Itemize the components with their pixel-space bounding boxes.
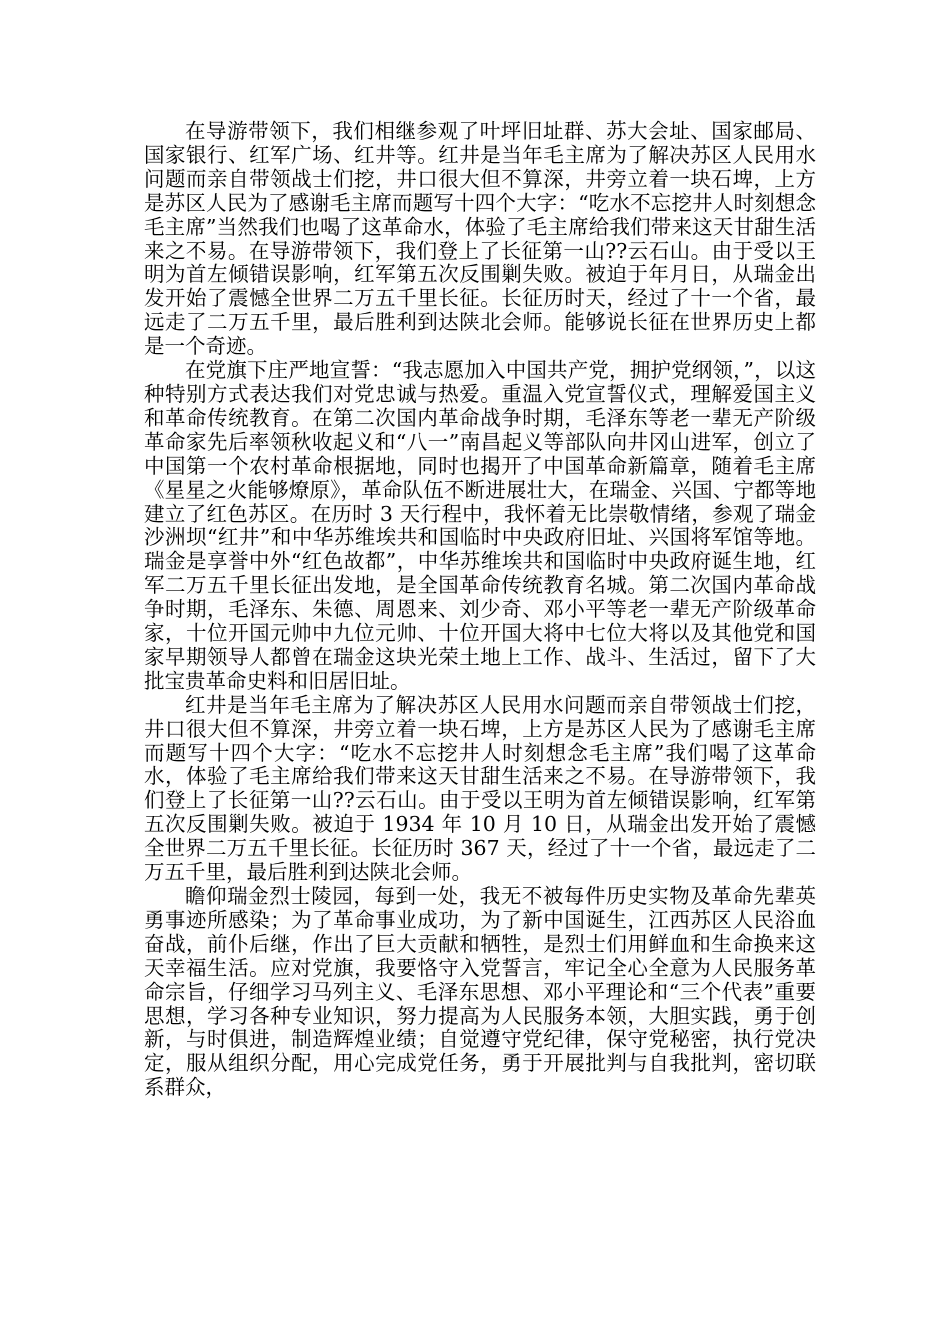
document-body (144, 120, 816, 1100)
paragraph: 在导游带领下，我们相继参观了叶坪旧址群、苏大会址、国家邮局、国家银行、红军广场、红井等。红井是当年毛主席为了解决苏区人民用水问题而亲自带领战士们挖，井口很大但不算深，井旁立着一块石埤，上方是苏区人民为了感谢毛主席而题写十四个大字：“吃水不忘挖井人时刻想念毛主席”当然我们也喝了这革命水，体验了毛主席给我们带来这天甘甜生活来之不易。在导游带领下，我们登上了长征第一山??云石山。由于受以王明为首左倾错误影响，红军第五次反围剿失败。被迫于年月日，从瑞金出发开始了震憾全世界二万五千里长征。长征历时天，经过了十一个省，最远走了二万五千里，最后胜利到达陕北会师。能够说长征在世界历史上都是一个奇迹。 (144, 119, 816, 359)
paragraph: 在党旗下庄严地宣誓：“我志愿加入中国共产党，拥护党纲领，”，以这种特别方式表达我们对党忠诚与热爱。重温入党宣誓仪式，理解爱国主义和革命传统教育。在第二次国内革命战争时期，毛泽东等老一辈无产阶级革命家先后率领秋收起义和“八一”南昌起义等部队向井冈山进军，创立了中国第一个农村革命根据地，同时也揭开了中国革命新篇章，随着毛主席《星星之火能够燎原》，革命队伍不断进展壮大，在瑞金、兴国、宁都等地建立了红色苏区。在历时 3 天行程中，我怀着无比崇敬情绪，参观了瑞金沙洲坝“红井”和中华苏维埃共和国临时中央政府旧址、兴国将军馆等地。瑞金是享誉中外“红色故都”，中华苏维埃共和国临时中央政府诞生地，红军二万五千里长征出发地，是全国革命传统教育名城。第二次国内革命战争时期，毛泽东、朱德、周恩来、刘少奇、邓小平等老一辈无产阶级革命家，十位开国元帅中九位元帅、十位开国大将中七位大将以及其他党和国家早期领导人都曾在瑞金这块光荣土地上工作、战斗、生活过，留下了大批宝贵革命史料和旧居旧址。 (144, 358, 816, 693)
paragraph: 瞻仰瑞金烈士陵园，每到一处，我无不被每件历史实物及革命先辈英勇事迹所感染；为了革命事业成功，为了新中国诞生，江西苏区人民浴血奋战，前仆后继，作出了巨大贡献和牺牲，是烈士们用鲜血和生命换来这天幸福生活。应对党旗，我要恪守入党誓言，牢记全心全意为人民服务革命宗旨，仔细学习马列主义、毛泽东思想、邓小平理论和“三个代表”重要思想，学习各种专业知识，努力提高为人民服务本领，大胆实践，勇于创新，与时俱进，制造辉煌业绩；自觉遵守党纪律，保守党秘密，执行党决定，服从组织分配，用心完成党任务，勇于开展批判与自我批判，密切联系群众， (144, 884, 816, 1100)
paragraph: 红井是当年毛主席为了解决苏区人民用水问题而亲自带领战士们挖，井口很大但不算深，井旁立着一块石埤，上方是苏区人民为了感谢毛主席而题写十四个大字：“吃水不忘挖井人时刻想念毛主席”我们喝了这革命水，体验了毛主席给我们带来这天甘甜生活来之不易。在导游带领下，我们登上了长征第一山??云石山。由于受以王明为首左倾错误影响，红军第五次反围剿失败。被迫于 1934 年 10 月 10 日，从瑞金出发开始了震憾全世界二万五千里长征。长征历时 367 天，经过了十一个省，最远走了二万五千里，最后胜利到达陕北会师。 (144, 692, 816, 885)
